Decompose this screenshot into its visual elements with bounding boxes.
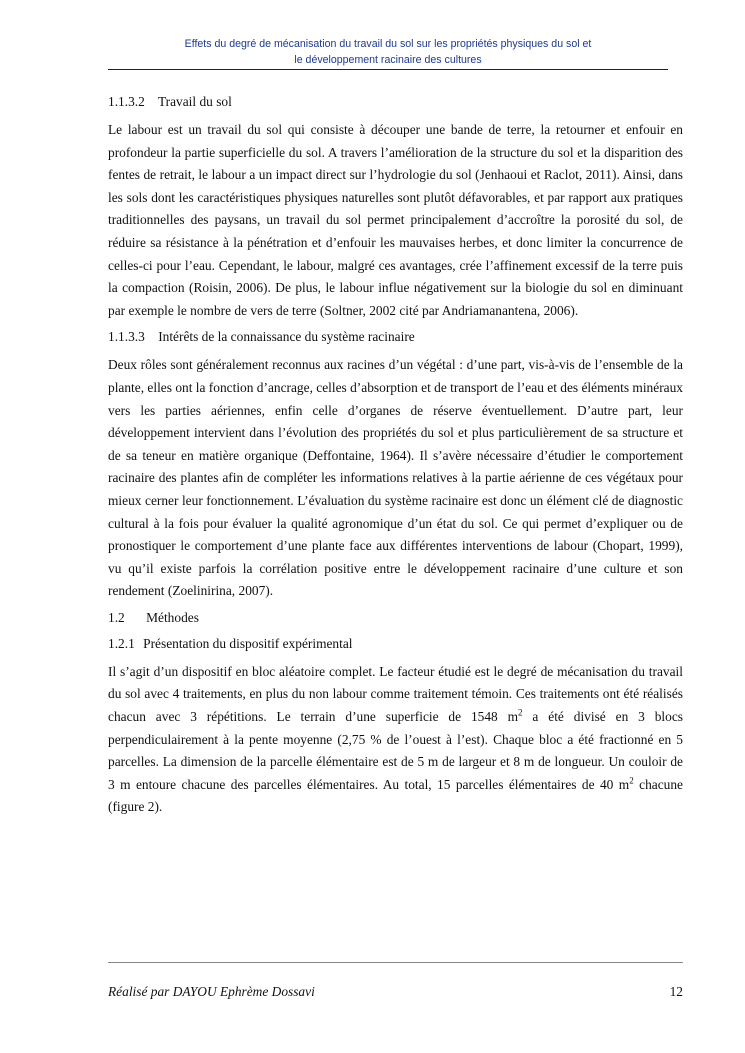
section-number: 1.1.3.2 [108, 94, 145, 109]
header-line-1: Effets du degré de mécanisation du travail du sol sur les propriétés physiques du sol et [184, 38, 592, 50]
header-divider [108, 69, 668, 70]
paragraph-travail-du-sol: Le labour est un travail du sol qui consiste à découper une bande de terre, la retourner et enfouir en profondeur la partie superficielle du sol. A travers l’amélioration de la structure du sol et la disparition des fentes de retrait, le labour a un impact direct sur l’hydrologie du sol (Jenhaoui et Raclot, 2011). Ainsi, dans les sols dont les caractéristiques physiques naturelles sont plutôt défavorables, et par rapport aux pratiques traditionnelles des paysans, un travail du sol permet principalement d’accroître la porosité du sol, de réduire sa résistance à la pénétration et d’enfouir les mauvaises herbes, et donc limiter la concurrence de celles-ci pour l’eau. Cependant, le labour, malgré ces avantages, crée l’affinement excessif de la terre puis la compaction (Roisin, 2006). De plus, le labour influe négativement sur la biologie du sol en diminuant par exemple le nombre de vers de terre (Soltner, 2002 cité par Andriamanantena, 2006). [108, 122, 683, 318]
page-body [108, 93, 683, 825]
section-title: Présentation du dispositif expérimental [143, 635, 353, 651]
paragraph-dispositif [108, 661, 683, 819]
superscript: 2 [518, 707, 523, 718]
paragraph-text: a été divisé en 3 blocs perpendiculairement à la pente moyenne (2,75 % de l’ouest à l’est). Chaque bloc a été fractionné en 5 parcelles. La dimension de la parcelle élémentaire est de 5 m de largeur et 8 m de longueur. Un couloir de 3 m entoure chacune des parcelles élémentaires. Au total, 15 parcelles élémentaires de 40 m [108, 709, 683, 792]
paragraph-systeme-racinaire: Deux rôles sont généralement reconnus aux racines d’un végétal : d’une part, vis-à-vis de l’ensemble de la plante, elles ont la fonction d’ancrage, celles d’absorption et de transport de l’eau et des éléments minéraux vers les parties aériennes, enfin celle d’organes de réserve éventuellement. D’autre part, leur développement intervient dans l’évolution des propriétés du sol et plus particulièrement de sa structure et de sa teneur en matière organique (Deffontaine, 1964). Il s’avère nécessaire d’étudier le comportement racinaire des plantes afin de compléter les informations relatives à la partie aérienne de ces végétaux pour mieux cerner leur fonctionnement. L’évaluation du système racinaire est donc un élément clé de diagnostic cultural à la fois pour évaluer la qualité agronomique d’un état du sol. Ce qui permet d’expliquer ou de pronostiquer le comportement d’une plante face aux différentes interventions de labour (Chopart, 1999), vu qu’il existe parfois la corrélation positive entre le développement racinaire d’une culture et son rendement (Zoelinirina, 2007). [108, 357, 683, 599]
header-line-2: le développement racinaire des cultures [294, 54, 482, 66]
section-title: Travail du sol [157, 94, 232, 109]
section-heading-systeme-racinaire [108, 328, 683, 346]
running-header [108, 36, 668, 68]
section-heading-dispositif [108, 635, 683, 653]
paragraph-text: Il s’agit d’un dispositif en bloc aléatoire complet. Le facteur étudié est le degré de mécanisation du travail du sol avec 4 traitements, en plus du non labour comme traitement témoin. Ces traitements ont été réalisés chacun avec 3 répétitions. Le terrain d’une superficie de 1548 m [108, 663, 683, 725]
superscript: 2 [629, 775, 634, 786]
section-title: Intérêts de la connaissance du système racinaire [158, 329, 415, 345]
page-number: 12 [669, 984, 683, 999]
paragraph-text: chacune (figure 2). [108, 776, 683, 815]
footer-author: Réalisé par DAYOU Ephrème Dossavi [108, 984, 315, 999]
section-number: 1.1.3.3 [108, 329, 145, 345]
section-heading-methodes [108, 609, 683, 627]
section-number: 1.2.1 [108, 635, 135, 651]
section-number: 1.2 [108, 609, 125, 625]
section-heading-travail-du-sol [108, 93, 683, 111]
footer-divider [108, 962, 683, 963]
section-title: Méthodes [146, 609, 199, 625]
